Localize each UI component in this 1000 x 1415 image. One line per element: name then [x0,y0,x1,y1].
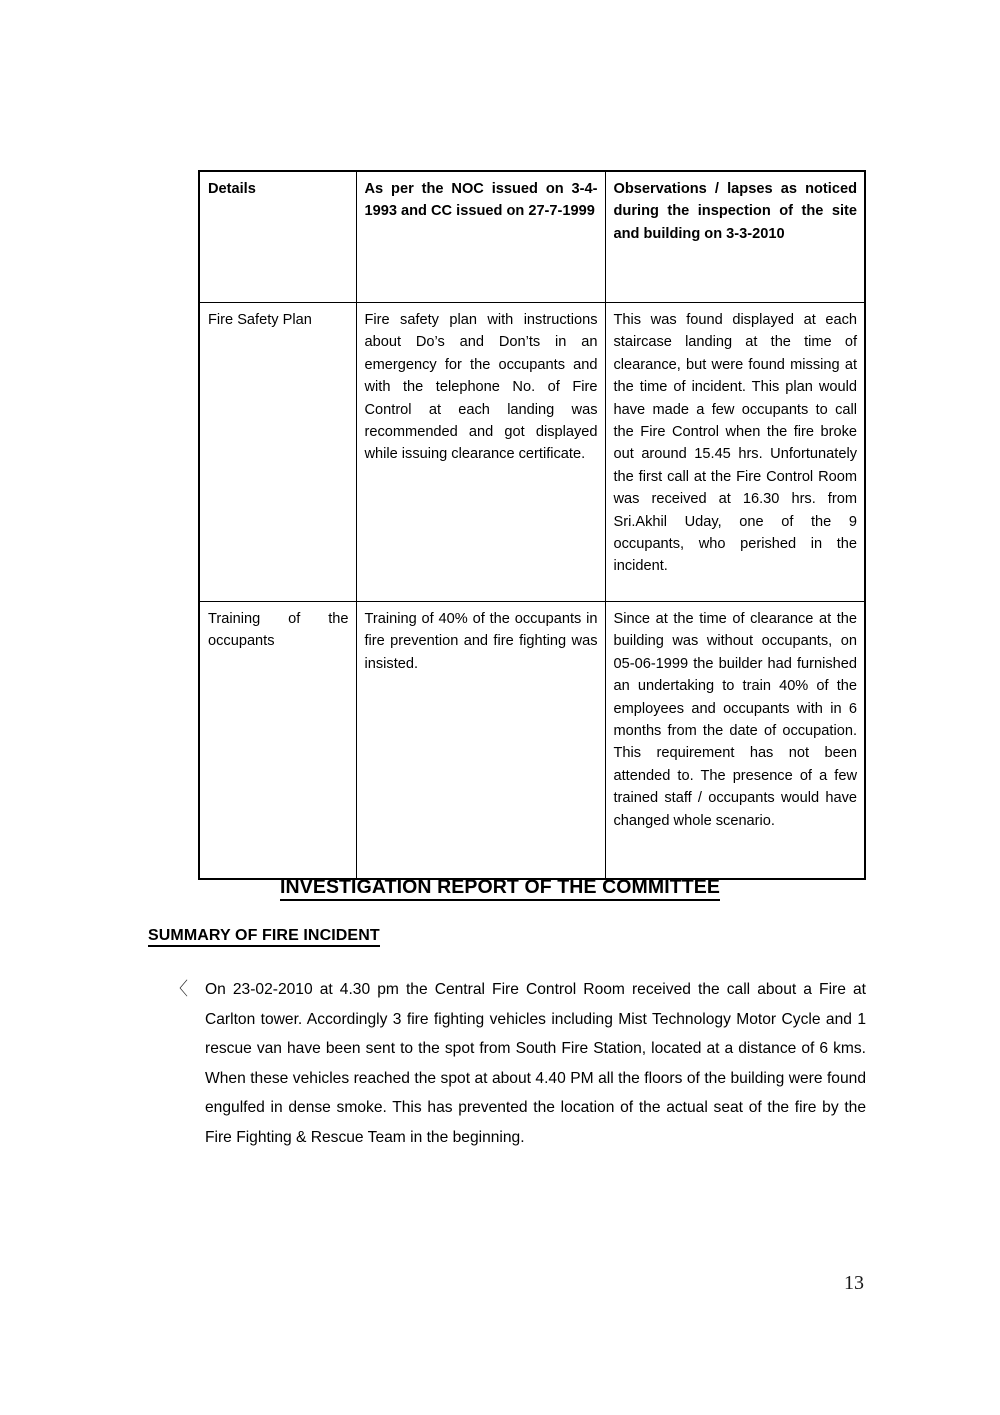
main-heading [0,876,1000,899]
cell-noc: Training of 40% of the occupants in fire prevention and fire fighting was insisted. [356,602,605,880]
table-row [199,303,865,602]
cell-details: Fire Safety Plan [199,303,356,602]
cell-observations: This was found displayed at each staircase landing at the time of clearance, but were found missing at the time of incident. This plan would have made a few occupants to call the Fire Control when the fire broke out around 15.45 hrs. Unfortunately the first call at the Fire Control Room was received at 16.30 hrs. from Sri.Akhil Uday, one of the 9 occupants, who perished in the incident. [605,303,865,602]
section-heading [148,927,380,945]
table-header-observations: Observations / lapses as noticed during the inspection of the site and building on 3-3-2010 [605,171,865,303]
table-row [199,602,865,880]
table-header-noc: As per the NOC issued on 3-4-1993 and CC issued on 27-7-1999 [356,171,605,303]
summary-paragraph-text: On 23-02-2010 at 4.30 pm the Central Fire Control Room received the call about a Fire at Carlton tower. Accordingly 3 fire fighting vehicles including Mist Technology Motor Cycle and 1 rescue van have been sent to the spot from South Fire Station, located at a distance of 6 kms. When these vehicles reached the spot at about 4.40 PM all the floors of the building were found engulfed in dense smoke. This has prevented the location of the actual seat of the fire by the Fire Fighting & Rescue Team in the beginning. [205,981,866,1146]
summary-section [148,975,866,1153]
bullet-icon: 〈 [170,979,188,1000]
main-heading-text: INVESTIGATION REPORT OF THE COMMITTEE [280,876,720,901]
list-item [148,975,866,1153]
cell-details: Training of the occupants [199,602,356,880]
table-header-row [199,171,865,303]
inspection-findings-table [198,170,866,880]
cell-observations: Since at the time of clearance at the building was without occupants, on 05-06-1999 the builder had furnished an undertaking to train 40% of the employees and occupants with in 6 months from the date of occupation. This requirement has not been attended to. The presence of a few trained staff / occupants would have changed whole scenario. [605,602,865,880]
section-heading-text: SUMMARY OF FIRE INCIDENT [148,927,380,947]
cell-noc: Fire safety plan with instructions about Do’s and Don’ts in an emergency for the occupants and with the telephone No. of Fire Control at each landing was recommended and got displayed while issuing clearance certificate. [356,303,605,602]
table-header-details: Details [199,171,356,303]
page-number: 13 [844,1272,864,1294]
